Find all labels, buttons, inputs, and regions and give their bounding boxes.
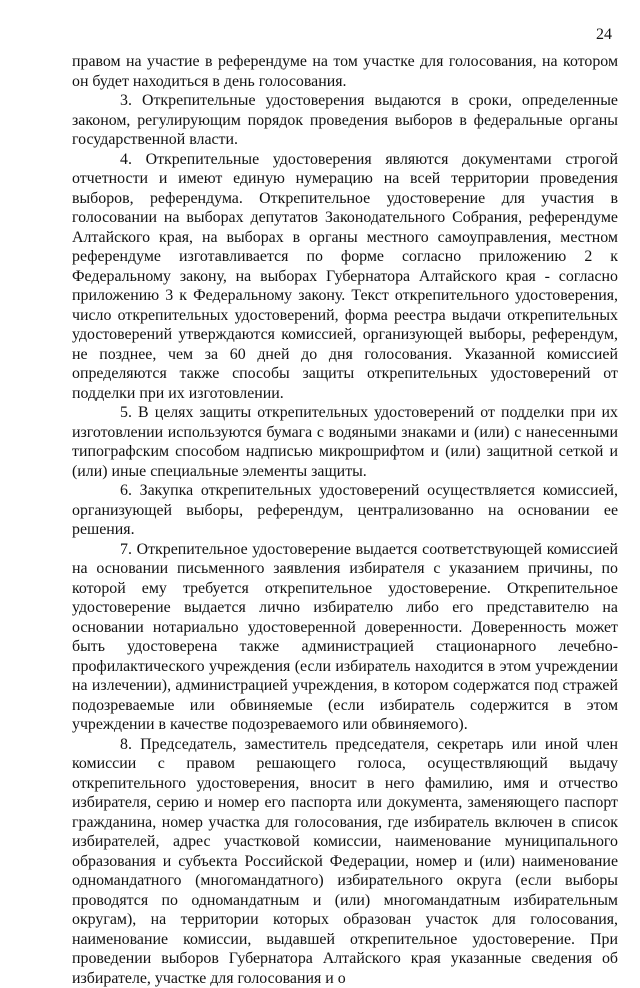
paragraph-item-5: 5. В целях защиты открепительных удостоверений от подделки при их изготовлении используются бумага с водяными знаками и (или) с нанесенными типографским способом надписью микрошрифтом и (или) защитной сеткой и (или) иные специальные элементы защиты.: [72, 403, 618, 481]
paragraph-item-8: 8. Председатель, заместитель председателя, секретарь или иной член комиссии с правом решающего голоса, осуществляющий выдачу открепительного удостоверения, вносит в него фамилию, имя и отчество избирателя, серию и номер его паспорта или документа, заменяющего паспорт гражданина, номер участка для голосования, где избиратель включен в список избирателей, адрес участковой комиссии, наименование муниципального образования и субъекта Российской Федерации, номер и (или) наименование одномандатного (многомандатного) избирательного округа (если выборы проводятся по одномандатным и (или) многомандатным избирательным округам), на территории которых образован участок для голосования, наименование комиссии, выдавшей открепительное удостоверение. При проведении выборов Губернатора Алтайского края указанные сведения об избирателе, участке для голосования и о: [72, 735, 618, 988]
paragraph-continuation: правом на участие в референдуме на том участке для голосования, на котором он будет находиться в день голосования.: [72, 52, 618, 91]
document-body: [72, 52, 618, 988]
page-number: 24: [596, 27, 612, 43]
paragraph-item-4: 4. Открепительные удостоверения являются документами строгой отчетности и имеют единую нумерацию на всей территории проведения выборов, референдума. Открепительное удостоверение для участия в голосовании на выборах депутатов Законодательного Собрания, референдуме Алтайского края, на выборах в органы местного самоуправления, местном референдуме изготавливается по форме согласно приложению 2 к Федеральному закону, на выборах Губернатора Алтайского края - согласно приложению 3 к Федеральному закону. Текст открепительного удостоверения, число открепительных удостоверений, форма реестра выдачи открепительных удостоверений утверждаются комиссией, организующей выборы, референдум, не позднее, чем за 60 дней до дня голосования. Указанной комиссией определяются также способы защиты открепительных удостоверений от подделки при их изготовлении.: [72, 150, 618, 404]
paragraph-item-3: 3. Открепительные удостоверения выдаются в сроки, определенные законом, регулирующим порядок проведения выборов в федеральные органы государственной власти.: [72, 91, 618, 150]
paragraph-item-6: 6. Закупка открепительных удостоверений осуществляется комиссией, организующей выборы, референдум, централизованно на основании ее решения.: [72, 481, 618, 540]
paragraph-item-7: 7. Открепительное удостоверение выдается соответствующей комиссией на основании письменного заявления избирателя с указанием причины, по которой ему требуется открепительное удостоверение. Открепительное удостоверение выдается лично избирателю либо его представителю на основании нотариально удостоверенной доверенности. Доверенность может быть удостоверена также администрацией стационарного лечебно-профилактического учреждения (если избиратель находится в этом учреждении на излечении), администрацией учреждения, в котором содержатся под стражей подозреваемые или обвиняемые (если избиратель содержится в этом учреждении в качестве подозреваемого или обвиняемого).: [72, 540, 618, 735]
